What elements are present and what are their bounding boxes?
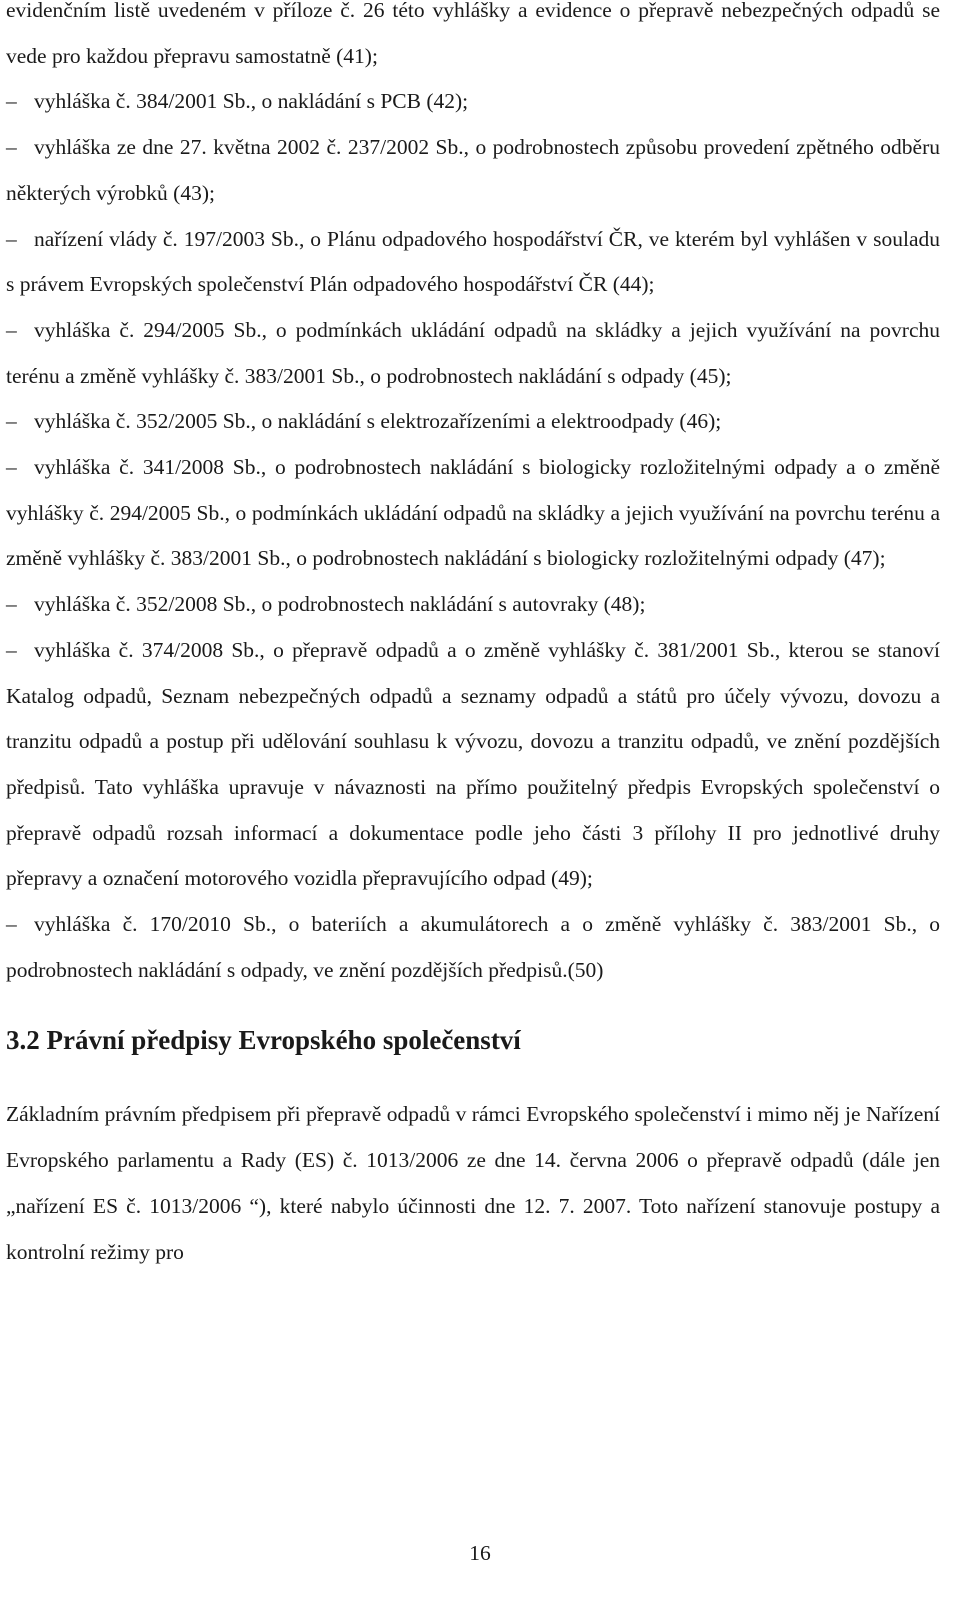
list-item — [6, 217, 940, 308]
section-paragraph: Základním právním předpisem při přepravě odpadů v rámci Evropského společenství i mimo něj je Nařízení Evropského parlamentu a Rady (ES) č. 1013/2006 ze dne 14. června 2006 o přepravě odpadů (dále jen „nařízení ES č. 1013/2006 “), které nabylo účinnosti dne 12. 7. 2007. Toto nařízení stanovuje postupy a kontrolní režimy pro — [6, 1102, 940, 1264]
list-item — [6, 582, 940, 628]
list-bullet: – — [6, 455, 17, 480]
list-item-text: nařízení vlády č. 197/2003 Sb., o Plánu odpadového hospodářství ČR, ve kterém byl vyhlášen v souladu s právem Evropských společenství Plán odpadového hospodářství ČR (44); — [6, 226, 940, 297]
list-bullet: – — [6, 317, 17, 342]
list-item — [6, 902, 940, 993]
list-item — [6, 445, 940, 582]
list-item — [6, 628, 940, 902]
list-item-text: vyhláška č. 294/2005 Sb., o podmínkách ukládání odpadů na skládky a jejich využívání na povrchu terénu a změně vyhlášky č. 383/2001 Sb., o podrobnostech nakládání s odpady (45); — [6, 317, 940, 388]
list-bullet: – — [6, 592, 17, 617]
list-bullet: – — [6, 226, 17, 251]
list-item-text: vyhláška č. 352/2008 Sb., o podrobnostech nakládání s autovraky (48); — [34, 592, 646, 617]
list-bullet: – — [6, 637, 17, 662]
list-item-text: vyhláška č. 384/2001 Sb., o nakládání s PCB (42); — [34, 89, 469, 114]
page-number: 16 — [469, 1541, 491, 1565]
regulation-list — [6, 79, 940, 993]
list-item-text: vyhláška ze dne 27. května 2002 č. 237/2002 Sb., o podrobnostech způsobu provedení zpětného odběru některých výrobků (43); — [6, 135, 940, 205]
list-bullet: – — [6, 135, 17, 160]
lead-paragraph: evidenčním listě uvedeném v příloze č. 26 této vyhlášky a evidence o přepravě nebezpečných odpadů se vede pro každou přepravu samostatně (41); — [6, 0, 940, 68]
list-item — [6, 125, 940, 216]
list-item-text: vyhláška č. 374/2008 Sb., o přepravě odpadů a o změně vyhlášky č. 381/2001 Sb., kterou se stanoví Katalog odpadů, Seznam nebezpečných odpadů a seznamy odpadů a států pro účely vývozu, dovozu a tranzitu odpadů a postup při udělování souhlasu k vývozu, dovozu a tranzitu odpadů, ve znění pozdějších předpisů. Tato vyhláška upravuje v návaznosti na přímo použitelný předpis Evropských společenství o přepravě odpadů rozsah informací a dokumentace podle jeho části 3 přílohy II pro jednotlivé druhy přepravy a označení motorového vozidla přepravujícího odpad (49); — [6, 637, 940, 891]
list-item-text: vyhláška č. 341/2008 Sb., o podrobnostech nakládání s biologicky rozložitelnými odpady a o změně vyhlášky č. 294/2005 Sb., o podmínkách ukládání odpadů na skládky a jejich využívání na povrchu terénu a změně vyhlášky č. 383/2001 Sb., o podrobnostech nakládání s biologicky rozložitelnými odpady (47); — [6, 455, 940, 571]
list-item — [6, 308, 940, 399]
list-item-text: vyhláška č. 352/2005 Sb., o nakládání s elektrozařízeními a elektroodpady (46); — [34, 409, 722, 434]
list-bullet: – — [6, 89, 17, 114]
list-item — [6, 399, 940, 445]
list-bullet: – — [6, 409, 17, 434]
list-item-text: vyhláška č. 170/2010 Sb., o bateriích a akumulátorech a o změně vyhlášky č. 383/2001 Sb., o podrobnostech nakládání s odpady, ve znění pozdějších předpisů.(50) — [6, 912, 940, 982]
section-heading: 3.2 Právní předpisy Evropského společenství — [6, 1025, 521, 1056]
list-item — [6, 79, 940, 125]
list-bullet: – — [6, 912, 17, 937]
document-page — [6, 0, 940, 1275]
